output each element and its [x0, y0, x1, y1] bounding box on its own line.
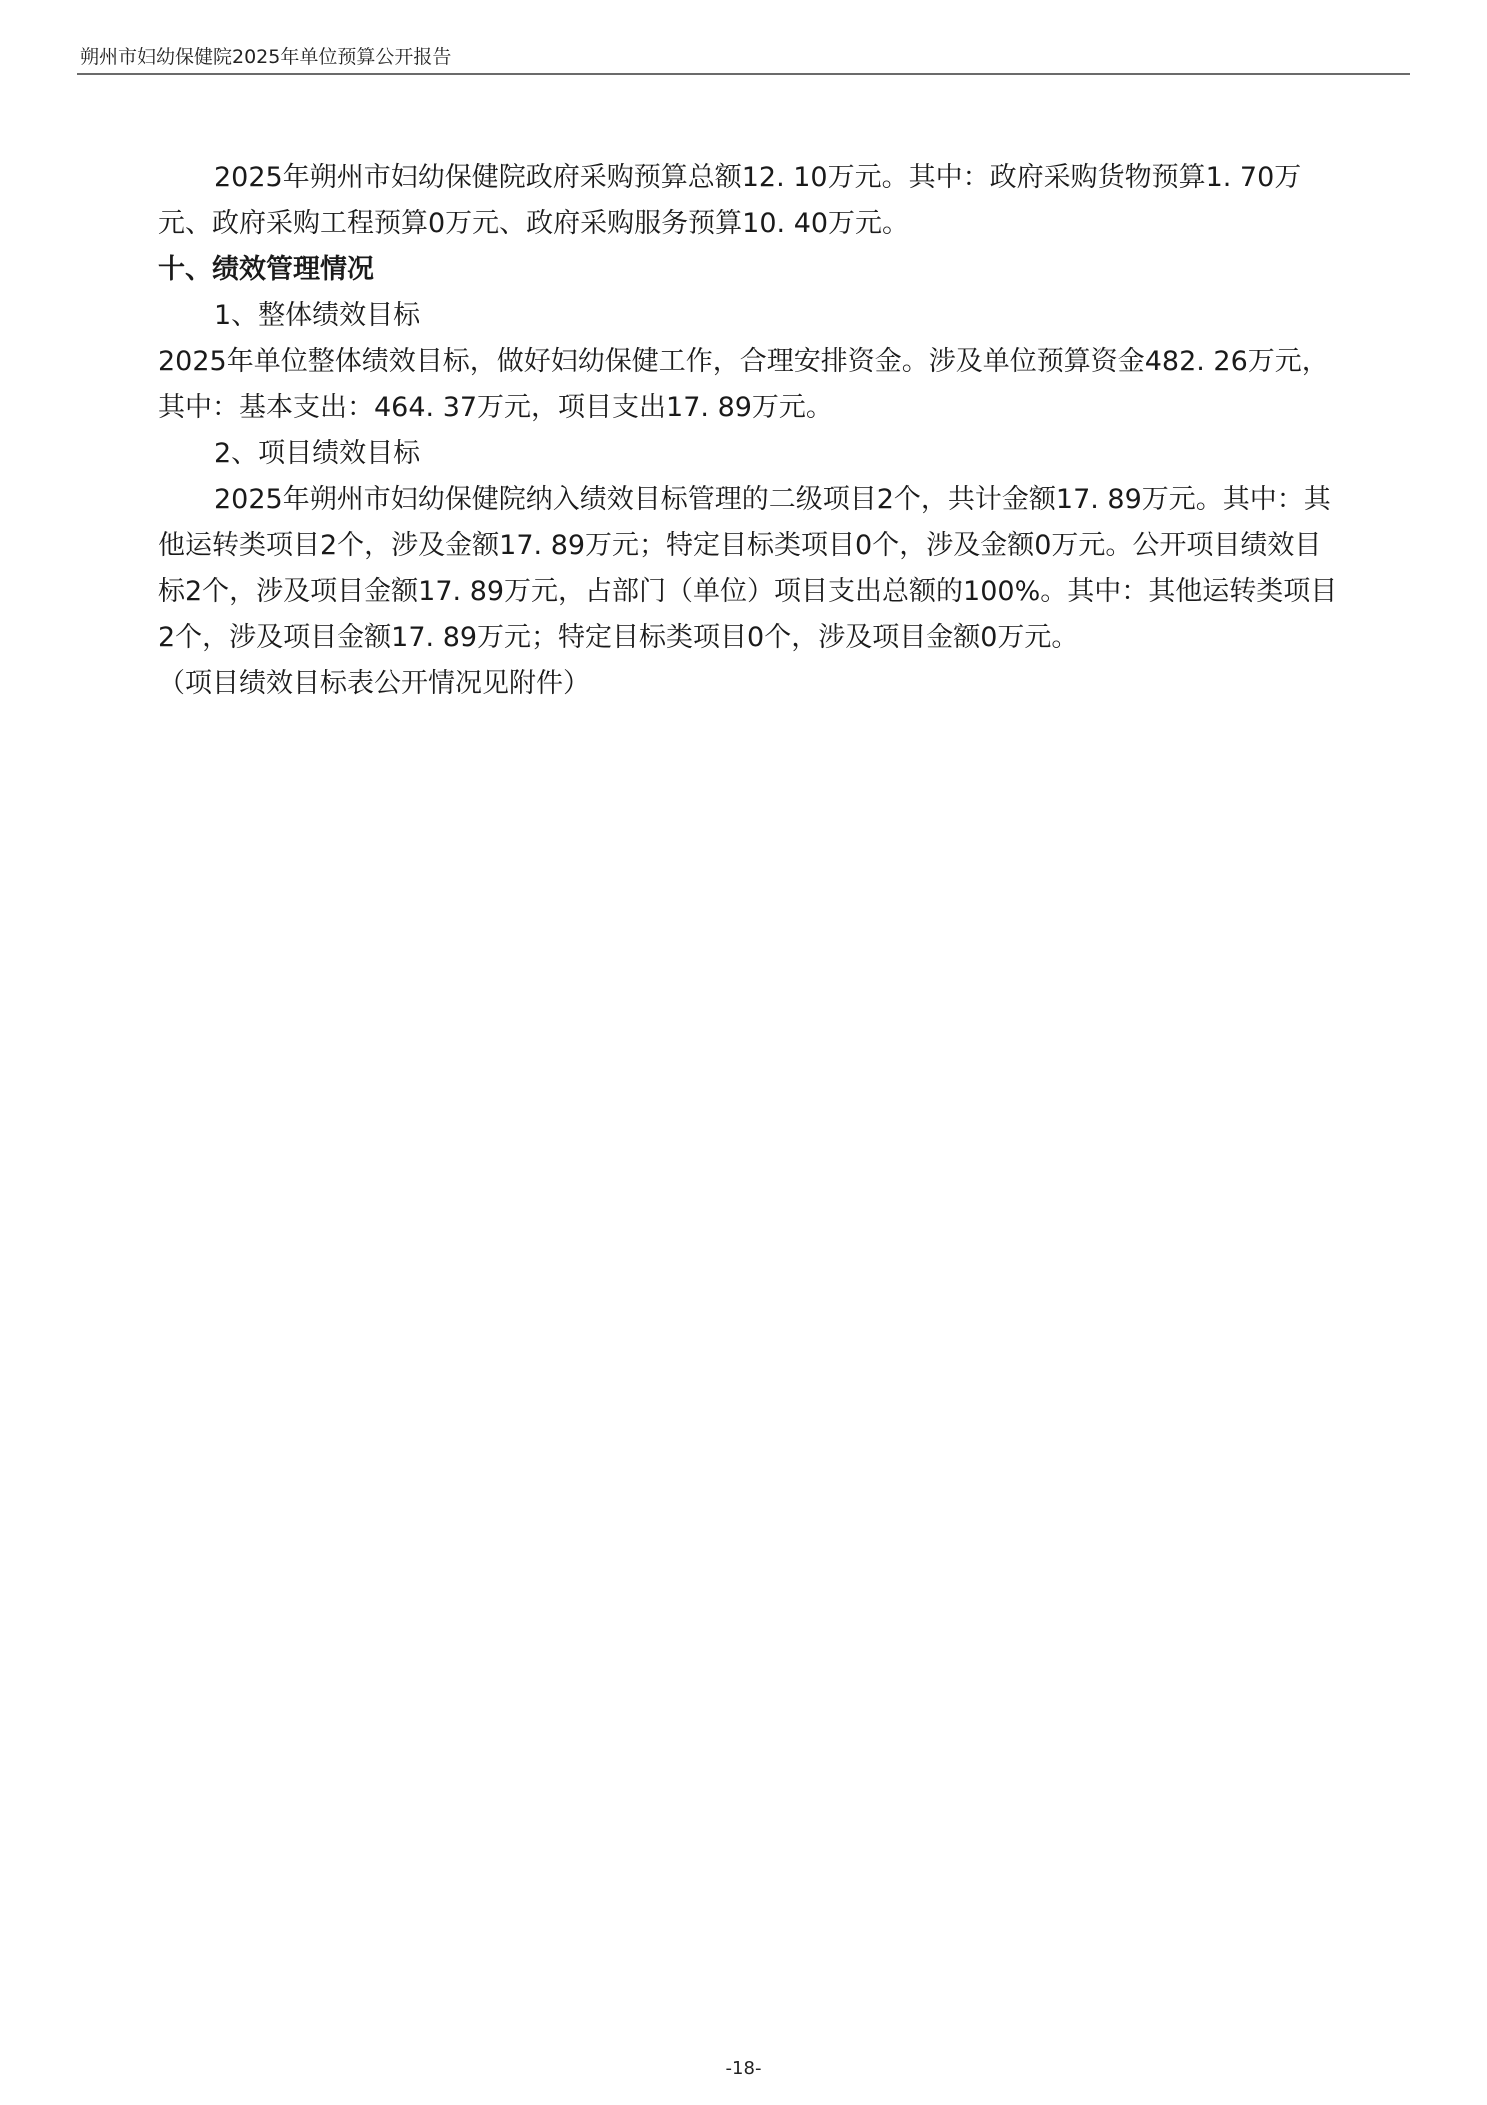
paragraph-procurement-budget: 2025年朔州市妇幼保健院政府采购预算总额12. 10万元。其中：政府采购货物预算1. 70万元、政府采购工程预算0万元、政府采购服务预算10. 40万元。: [158, 162, 1302, 239]
page-number: -18-: [725, 2058, 762, 2079]
paragraph-attachment-note: （项目绩效目标表公开情况见附件）: [158, 668, 590, 699]
paragraph-overall-goal: 2025年单位整体绩效目标，做好妇幼保健工作，合理安排资金。涉及单位预算资金482. 26万元，其中：基本支出：464. 37万元，项目支出17. 89万元。: [158, 346, 1329, 423]
page-header-title: 朔州市妇幼保健院2025年单位预算公开报告: [80, 46, 452, 68]
header-divider: [77, 73, 1410, 75]
subheading-project-goal: 2、项目绩效目标: [214, 438, 421, 469]
subheading-overall-goal: 1、整体绩效目标: [214, 300, 421, 331]
section-heading-performance: 十、绩效管理情况: [158, 254, 374, 285]
paragraph-project-goal: 2025年朔州市妇幼保健院纳入绩效目标管理的二级项目2个，共计金额17. 89万元。其中：其他运转类项目2个，涉及金额17. 89万元；特定目标类项目0个，涉及金额0万元。公开项目绩效目标2个，涉及项目金额17. 89万元，占部门（单位）项目支出总额的100%。其中：其他运转类项目2个，涉及项目金额17. 89万元；特定目标类项目0个，涉及项目金额0万元。: [158, 484, 1338, 653]
document-body: [158, 155, 1338, 707]
